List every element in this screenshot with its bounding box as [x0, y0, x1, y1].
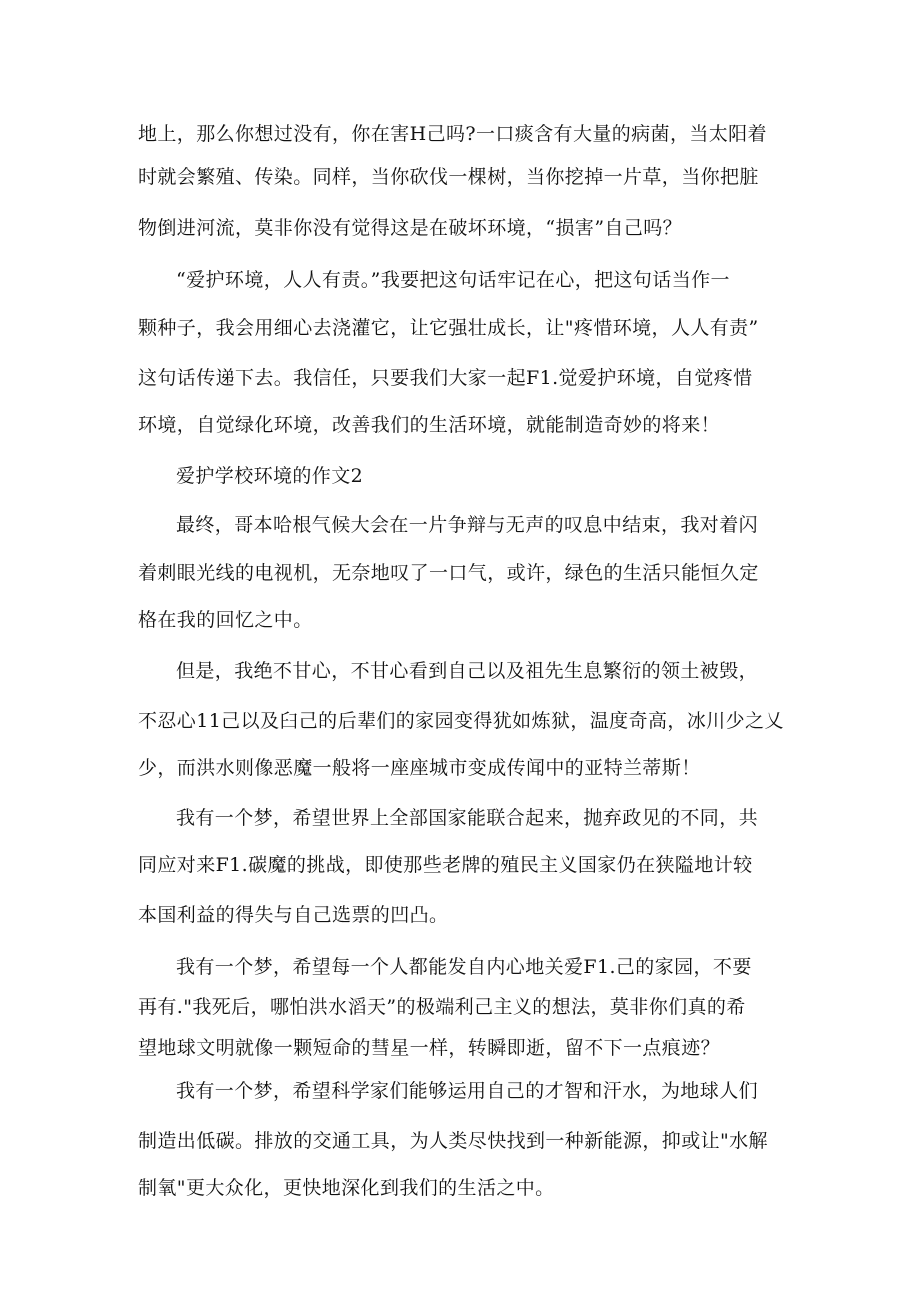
text-line: 这句话传递下去。我信任，只要我们大家一起F1.觉爱护环境，自觉疼惜: [138, 367, 753, 389]
text-line: 物倒进河流，莫非你没有觉得这是在破坏环境，“损害”自己吗？: [138, 217, 683, 239]
section-heading: 爱护学校环境的作文2: [176, 465, 364, 487]
text-line: 我有一个梦，希望科学家们能够运用自己的才智和汗水，为地球人们: [176, 1080, 759, 1102]
text-line: 颗种子，我会用细心去浇灌它，让它强壮成长，让"疼惜环境，人人有责”: [138, 317, 759, 339]
text-line: 时就会繁殖、传染。同样，当你砍伐一棵树，当你挖掉一片草，当你把脏: [138, 166, 759, 188]
text-line: 制氧"更大众化，更快地深化到我们的生活之中。: [138, 1177, 555, 1199]
text-line: 同应对来F1.碳魔的挑战，即使那些老牌的殖民主义国家仍在狭隘地计较: [138, 854, 753, 876]
text-line: “爱护环境，人人有责。”我要把这句话牢记在心，把这句话当作一: [176, 269, 730, 291]
text-line: 我有一个梦，希望世界上全部国家能联合起来，抛弃政见的不同，共: [176, 807, 759, 829]
text-line: 再有."我死后，哪怕洪水滔天”的极端利己主义的想法，莫非你们真的希: [138, 996, 746, 1018]
text-line: 不忍心11己以及臼己的后辈们的家园变得犹如炼狱，温度奇高，冰川少之乂: [138, 710, 784, 732]
text-line: 最终，哥本哈根气候大会在一片争辩与无声的叹息中结束，我对着闪: [176, 514, 759, 536]
text-line: 格在我的回忆之中。: [138, 609, 313, 631]
text-line: 制造出低碳。排放的交通工具，为人类尽快找到一种新能源，抑或让"水解: [138, 1130, 768, 1152]
text-line: 本国利益的得失与自己选票的凹凸。: [138, 904, 449, 926]
text-line: 着刺眼光线的电视机，无奈地叹了一口气，或许，绿色的生活只能恒久定: [138, 562, 759, 584]
text-line: 但是，我绝不甘心，不甘心看到自己以及祖先生息繁衍的领土被毁，: [176, 660, 759, 682]
text-line: 望地球文明就像一颗短命的彗星一样，转瞬即逝，留不下一点痕迹？: [138, 1037, 721, 1059]
text-line: 环境，自觉绿化环境，改善我们的生活环境，就能制造奇妙的将来！: [138, 414, 721, 436]
text-line: 少，而洪水则像恶魔一般将一座座城市变成传闻中的亚特兰蒂斯！: [138, 757, 701, 779]
text-line: 我有一个梦，希望每一个人都能发自内心地关爱F1.己的家园，不要: [176, 956, 752, 978]
text-line: 地上，那么你想过没有，你在害H己吗?一口痰含有大量的病菌，当太阳着: [138, 123, 767, 145]
